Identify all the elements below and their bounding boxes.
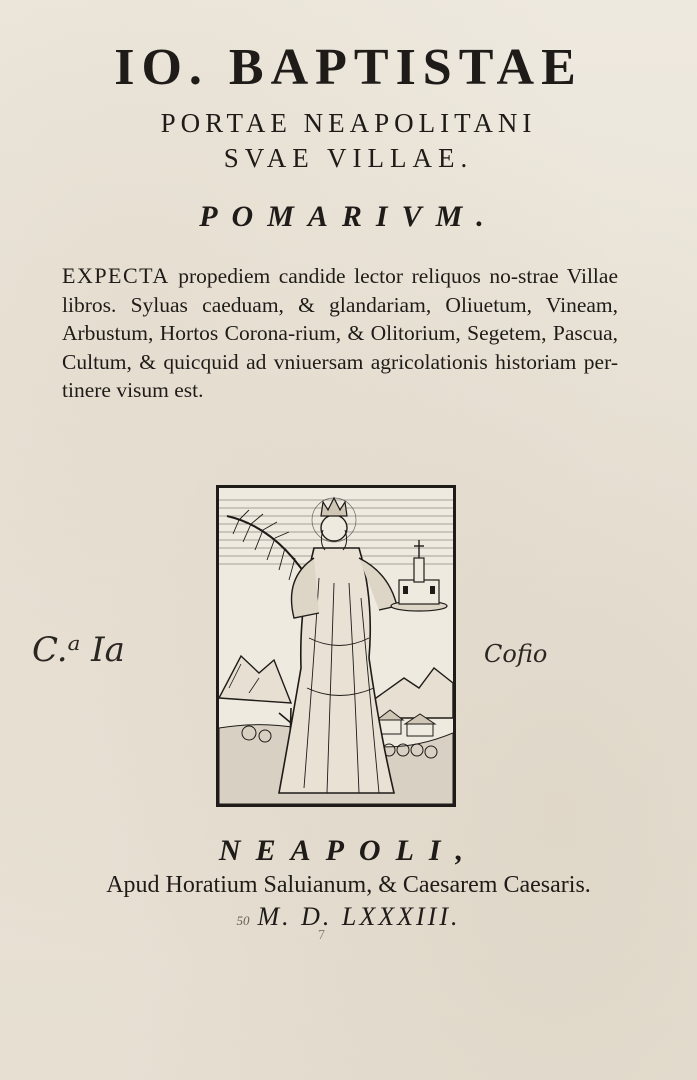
- work-series-line: SVAE VILLAE.: [223, 143, 474, 173]
- handwritten-note-right: Cofio: [484, 640, 548, 668]
- notice-body: propediem candide lector reliquos no-strae Villae libros. Syluas caeduam, & glandariam, Oliuetum, Vineam, Arbustum, Hortos Corona-rium, & Olitorium, Segetem, Pascua, Cultum, & quicquid ad vniuersam agricolationis historiam per-tinere visum est.: [62, 264, 618, 402]
- small-pen-mark: 7: [318, 928, 325, 943]
- book-title: POMARIVM.: [199, 200, 498, 233]
- saint-with-palm-and-city-woodcut-icon: [219, 488, 453, 804]
- imprint-publisher: Apud Horatium Saluianum, & Caesarem Caesaris.: [106, 872, 591, 898]
- woodcut-illustration: [216, 485, 456, 807]
- imprint-place: NEAPOLI,: [218, 834, 479, 867]
- imprint-date-row: [0, 902, 697, 932]
- author-name-line: IO. BAPTISTAE: [114, 39, 583, 96]
- notice-lead-word: EXPECTA: [62, 263, 170, 288]
- pen-mark: 50: [236, 913, 250, 928]
- notice-paragraph: [62, 262, 618, 405]
- handwritten-note-left: C.ᵃ Ia: [32, 630, 125, 670]
- imprint-date: M. D. LXXXIII.: [257, 902, 461, 931]
- author-origin-line: PORTAE NEAPOLITANI: [160, 108, 537, 138]
